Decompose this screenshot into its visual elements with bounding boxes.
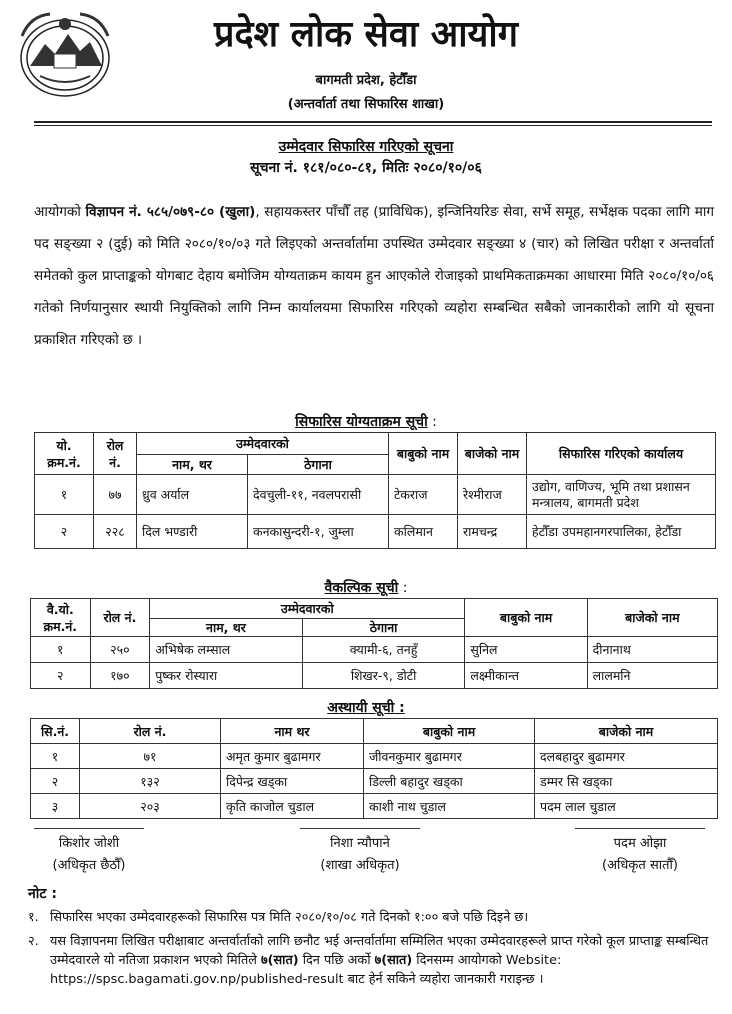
cell-address: देवचुली-११, नवलपरासी [248,475,389,515]
cell-name: दिपेन्द्र खड्का [221,769,364,794]
temporary-list-caption: अस्थायी सूची : [327,700,405,716]
table-row [31,637,718,663]
cell-name: दिल भण्डारी [137,515,248,549]
col-address: ठेगाना [302,619,465,637]
cell-father: लक्ष्मीकान्त [465,663,587,689]
cell-father: टेकराज [389,475,458,515]
note-number: १. [28,910,39,925]
cell-sn: १ [31,637,91,663]
cell-grandfather: दीनानाथ [587,637,717,663]
temporary-list-table [30,718,718,819]
col-name: नाम, थर [150,619,303,637]
col-father: बाबुको नाम [465,599,587,637]
notice-number: सूचना नं. १८१/०८०-८१, मितिः २०८०/१०/०६ [250,160,482,176]
header-rule [34,121,712,123]
cell-sn: १ [35,475,94,515]
cell-grandfather: डम्मर सि खड्का [535,769,718,794]
cell-address: क्यामी-६, तनहुँ [302,637,465,663]
signature-block [575,828,705,873]
merit-list-table [34,432,716,549]
cell-father: काशी नाथ चुडाल [364,794,535,819]
cell-roll: १३२ [80,769,221,794]
alternate-list-caption: वैकल्पिक सूची : [324,580,408,596]
note-text: सिफारिस भएका उम्मेदवारहरूको सिफारिस पत्र मिति २०८०/१०/०८ गते दिनको १:०० बजे पछि दिइने छ। [50,910,529,925]
signatory-title: (अधिकृत सातौँ) [602,858,678,873]
cell-address: कनकासुन्दरी-१, जुम्ला [248,515,389,549]
cell-name: ध्रुव अर्याल [137,475,248,515]
notice-paragraph: आयोगको विज्ञापन नं. ५८५/०७९-८० (खुला), सहायकस्तर पाँचौँ तह (प्राविधिक), इन्जिनियरिङ सेवा, सर्भे समूह, सर्भेक्षक पदका लागि माग पद सङ्ख्या २ (दुई) को मिति २०८०/१०/०३ गते लिइएको अन्तर्वार्तामा उपस्थित उम्मेदवार सङ्ख्या ४ (चार) को लिखित परीक्षा र अन्तर्वार्ता समेतको कुल प्राप्ताङ्कको योगबाट देहाय बमोजिम योग्यताक्रम कायम हुन आएकोले रोजाइको प्राथमिकताक्रमका आधारमा मिति २०८०/१०/०६ गतेको निर्णयानुसार स्थायी नियुक्तिको लागि निम्न कार्यालयमा सिफारिस गरिएको व्यहोरा सम्बन्धित सबैको जानकारीको लागि यो सूचना प्रकाशित गरिएको छ । [34,204,715,348]
signatory-name: निशा न्यौपाने [330,836,390,851]
cell-name: कृति काजोल चुडाल [221,794,364,819]
cell-grandfather: रेश्मीराज [458,475,527,515]
signatory-title: (अधिकृत छैठौँ) [52,858,126,873]
alternate-list-table [30,598,718,689]
cell-name: पुष्कर रोस्यारा [150,663,303,689]
col-father: बाबुको नाम [364,719,535,744]
note-item [28,932,718,989]
notice-title: उम्मेदवार सिफारिस गरिएको सूचना [278,139,454,155]
cell-father: जीवनकुमार बुढामगर [364,744,535,769]
table-row [31,794,718,819]
cell-sn: २ [31,769,80,794]
cell-roll: १७० [90,663,150,689]
signature-line [300,828,420,829]
page-title: प्रदेश लोक सेवा आयोग [214,14,518,55]
table-row [35,515,716,549]
table-row [31,663,718,689]
cell-grandfather: दलबहादुर बुढामगर [535,744,718,769]
signatory-name: पदम ओझा [613,836,667,851]
col-grandfather: बाजेको नाम [587,599,717,637]
signature-block [300,828,420,873]
note-item [28,908,718,927]
col-father: बाबुको नाम [389,433,458,475]
cell-roll: ७१ [80,744,221,769]
cell-sn: ३ [31,794,80,819]
col-address: ठेगाना [248,455,389,475]
col-roll: रोल नं. [90,599,150,637]
cell-office: उद्योग, वाणिज्य, भूमि तथा प्रशासन मन्त्रालय, बागमती प्रदेश [527,475,716,515]
cell-roll: २०३ [80,794,221,819]
col-roll: रोल नं. [94,433,137,475]
cell-sn: २ [31,663,91,689]
notes-heading: नोट : [28,886,57,902]
cell-roll: २५० [90,637,150,663]
note-number: २. [28,934,39,949]
signatory-name: किशोर जोशी [58,836,120,851]
cell-roll: २२८ [94,515,137,549]
col-sn: सि.नं. [31,719,80,744]
province-subtitle: बागमती प्रदेश, हेटौँडा [315,73,417,88]
table-row [35,475,716,515]
col-sn: वै.यो. क्रम.नं. [31,599,91,637]
table-row [31,769,718,794]
cell-father: डिल्ली बहादुर खड्का [364,769,535,794]
cell-name: अमृत कुमार बुढामगर [221,744,364,769]
col-name: नाम थर [221,719,364,744]
cell-father: कलिमान [389,515,458,549]
cell-office: हेटौँडा उपमहानगरपालिका, हेटौँडा [527,515,716,549]
table-row [31,744,718,769]
col-roll: रोल नं. [80,719,221,744]
col-name: नाम, थर [137,455,248,475]
signature-line [34,828,144,829]
cell-roll: ७७ [94,475,137,515]
col-candidate: उम्मेदवारको [137,433,389,455]
col-grandfather: बाजेको नाम [458,433,527,475]
cell-father: सुनिल [465,637,587,663]
header-rule-thin [34,125,712,126]
col-grandfather: बाजेको नाम [535,719,718,744]
branch-subtitle: (अन्तर्वार्ता तथा सिफारिस शाखा) [287,97,445,112]
col-sn: यो. क्रम.नं. [35,433,94,475]
merit-list-caption: सिफारिस योग्यताक्रम सूची : [295,414,437,430]
cell-address: शिखर-९, डोटी [302,663,465,689]
signature-line [575,828,705,829]
signature-block [34,828,144,873]
cell-sn: २ [35,515,94,549]
note-text: यस विज्ञापनमा लिखित परीक्षाबाट अन्तर्वार्ताको लागि छनौट भई अन्तर्वार्तामा सम्मिलित भएका उम्मेदवारहरूले प्राप्त गरेको कूल प्राप्ताङ्क सम्बन्धित उम्मेदवारले यो नतिजा प्रकाशन भएको मितिले ७(सात) दिन पछि अर्को ७(सात) दिनसम्म आयोगको Website: https://spsc.bagamati.gov.np/published-result बाट हेर्न सकिने व्यहोरा जानकारी गराइन्छ । [50,934,709,987]
cell-grandfather: पदम लाल चुडाल [535,794,718,819]
cell-sn: १ [31,744,80,769]
cell-grandfather: लालमनि [587,663,717,689]
signatory-title: (शाखा अधिकृत) [320,858,400,873]
col-candidate: उम्मेदवारको [150,599,465,619]
col-office: सिफारिस गरिएको कार्यालय [527,433,716,475]
cell-grandfather: रामचन्द्र [458,515,527,549]
cell-name: अभिषेक लम्साल [150,637,303,663]
